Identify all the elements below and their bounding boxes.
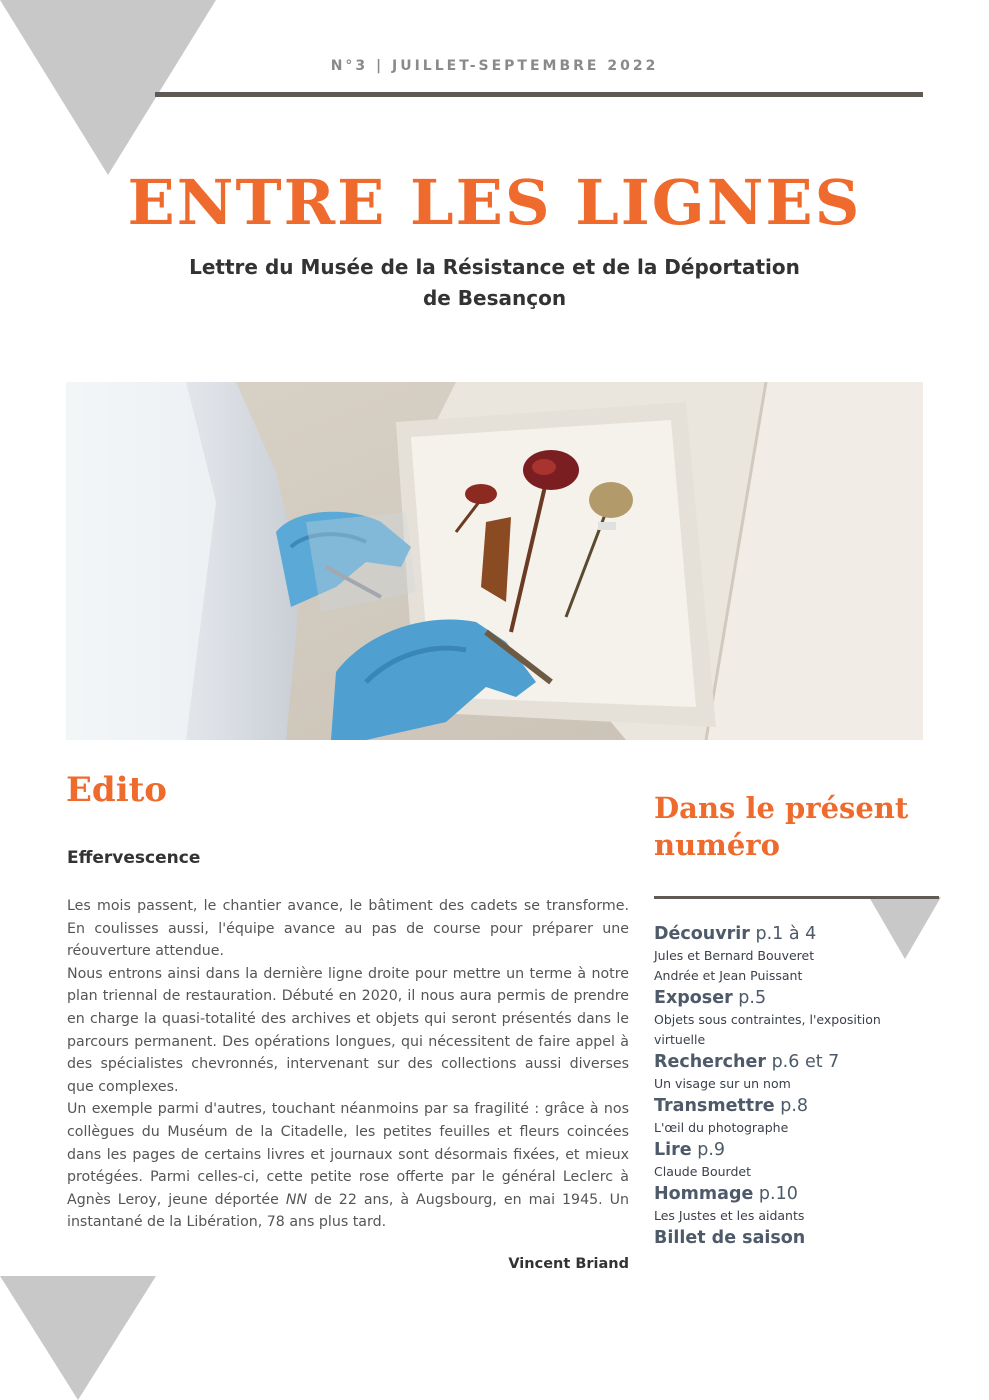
edito-paragraph-1: Les mois passent, le chantier avance, le bâtiment des cadets se transforme. En coulisses aussi, l'équipe avance au pas de course pour préparer une réouverture attendue. <box>67 898 629 960</box>
edito-signature: Vincent Briand <box>508 1256 629 1272</box>
toc-rule <box>654 896 939 899</box>
toc-item-title: Lire <box>654 1140 692 1160</box>
edito-paragraph-3-end: de 22 ans, à Augsbourg, en mai 1945. Un instantané de la Libération, 78 ans plus tard. <box>67 1191 629 1231</box>
toc-item-title: Rechercher <box>654 1052 767 1072</box>
decorative-triangle-top-left <box>0 0 216 175</box>
toc-item-desc: Claude Bourdet <box>654 1164 751 1179</box>
toc-item-transmettre[interactable] <box>654 1094 954 1138</box>
edito-paragraph-3-start: Un exemple parmi d'autres, touchant néanmoins par sa fragilité : grâce à nos collègues du Muséum de la Citadelle, les petites feuilles et fleurs coincées dans les pages de certains livres et journaux sont désormais fixées, et mieux protégées. Parmi celles-ci, cette petite rose offerte par le général Leclerc à Agnès Leroy, jeune déportée <box>67 1101 629 1208</box>
toc-heading-line-2: numéro <box>654 828 780 862</box>
toc-item-title: Découvrir <box>654 924 750 944</box>
toc-item-title: Transmettre <box>654 1096 775 1116</box>
toc-item-rechercher[interactable] <box>654 1050 954 1094</box>
toc-item-desc: Les Justes et les aidants <box>654 1208 805 1223</box>
toc-item-pages: p.6 et 7 <box>766 1052 840 1072</box>
toc-item-desc: Andrée et Jean Puissant <box>654 968 803 983</box>
edito-subheading: Effervescence <box>67 848 201 868</box>
toc-item-title: Billet de saison <box>654 1228 806 1248</box>
header-rule <box>155 92 923 97</box>
toc-item-title: Hommage <box>654 1184 754 1204</box>
toc-item-hommage[interactable] <box>654 1182 954 1226</box>
edito-paragraph-2: Nous entrons ainsi dans la dernière ligne droite pour mettre un terme à notre plan triennal de restauration. Débuté en 2020, il nous aura permis de prendre en charge la quasi-totalité des archives et objets qui seront présentés dans le parcours permanent. Des opérations longues, qui nécessitent de faire appel à des spécialistes chevronnés, intervenant sur des collections aussi diverses que complexes. <box>67 965 629 1095</box>
toc-heading-line-1: Dans le présent <box>654 791 909 825</box>
toc-heading <box>654 790 954 864</box>
toc-item-desc: Un visage sur un nom <box>654 1076 791 1091</box>
edito-heading: Edito <box>66 770 167 810</box>
decorative-triangle-bottom-left <box>0 1276 156 1400</box>
newsletter-title: ENTRE LES LIGNES <box>127 166 862 239</box>
toc-item-pages: p.5 <box>732 988 767 1008</box>
edito-paragraph-3-em: NN <box>285 1191 308 1208</box>
toc-item-decouvrir[interactable] <box>654 922 954 986</box>
toc-item-desc: Objets sous contraintes, l'exposition <box>654 1012 881 1027</box>
toc-item-exposer[interactable] <box>654 986 954 1050</box>
toc-item-pages: p.8 <box>774 1096 809 1116</box>
toc-item-pages: p.10 <box>753 1184 798 1204</box>
toc-item-pages: p.9 <box>691 1140 726 1160</box>
toc-item-billet-de-saison[interactable] <box>654 1226 954 1250</box>
toc-item-title: Exposer <box>654 988 733 1008</box>
toc-item-lire[interactable] <box>654 1138 954 1182</box>
hero-photo <box>66 382 923 740</box>
edito-paragraph-3 <box>67 1098 629 1234</box>
toc-item-desc: Jules et Bernard Bouveret <box>654 948 815 963</box>
subtitle-line-1: Lettre du Musée de la Résistance et de la Déportation <box>189 255 800 279</box>
toc-item-pages: p.1 à 4 <box>749 924 817 944</box>
edito-body <box>67 895 629 1234</box>
subtitle-line-2: de Besançon <box>422 286 567 310</box>
toc-list <box>654 922 954 1250</box>
toc-item-desc: virtuelle <box>654 1032 706 1047</box>
issue-line: N°3 | JUILLET-SEPTEMBRE 2022 <box>330 58 659 74</box>
newsletter-subtitle <box>0 252 989 314</box>
toc-item-desc: L'œil du photographe <box>654 1120 789 1135</box>
hero-photo-illustration <box>66 382 923 740</box>
